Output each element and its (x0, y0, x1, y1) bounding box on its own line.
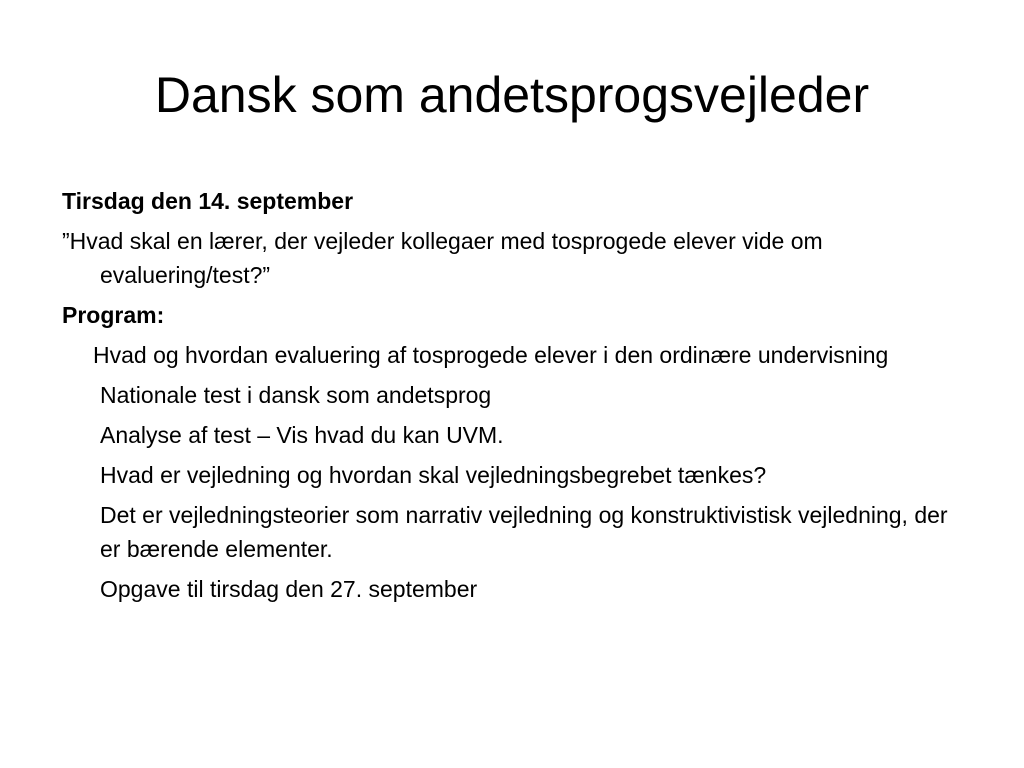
program-item: Nationale test i dansk som andetsprog (100, 382, 492, 408)
program-item: Det er vejledningsteorier som narrativ vejledning og konstruktivistisk vejledning, der er bærende elementer. (100, 502, 948, 562)
program-item: Hvad og hvordan evaluering af tosprogede elever i den ordinære undervisning (93, 342, 889, 368)
slide-title: Dansk som andetsprogsvejleder (154, 67, 870, 123)
program-item: Analyse af test – Vis hvad du kan UVM. (100, 422, 504, 448)
program-label: Program: (62, 302, 165, 328)
date-heading: Tirsdag den 14. september (62, 188, 354, 214)
program-item: Hvad er vejledning og hvordan skal vejledningsbegrebet tænkes? (100, 462, 767, 488)
slide-body (62, 184, 962, 612)
question-text: ”Hvad skal en lærer, der vejleder kollegaer med tosprogede elever vide om evaluering/test?” (62, 228, 823, 288)
program-item: Opgave til tirsdag den 27. september (100, 576, 478, 602)
